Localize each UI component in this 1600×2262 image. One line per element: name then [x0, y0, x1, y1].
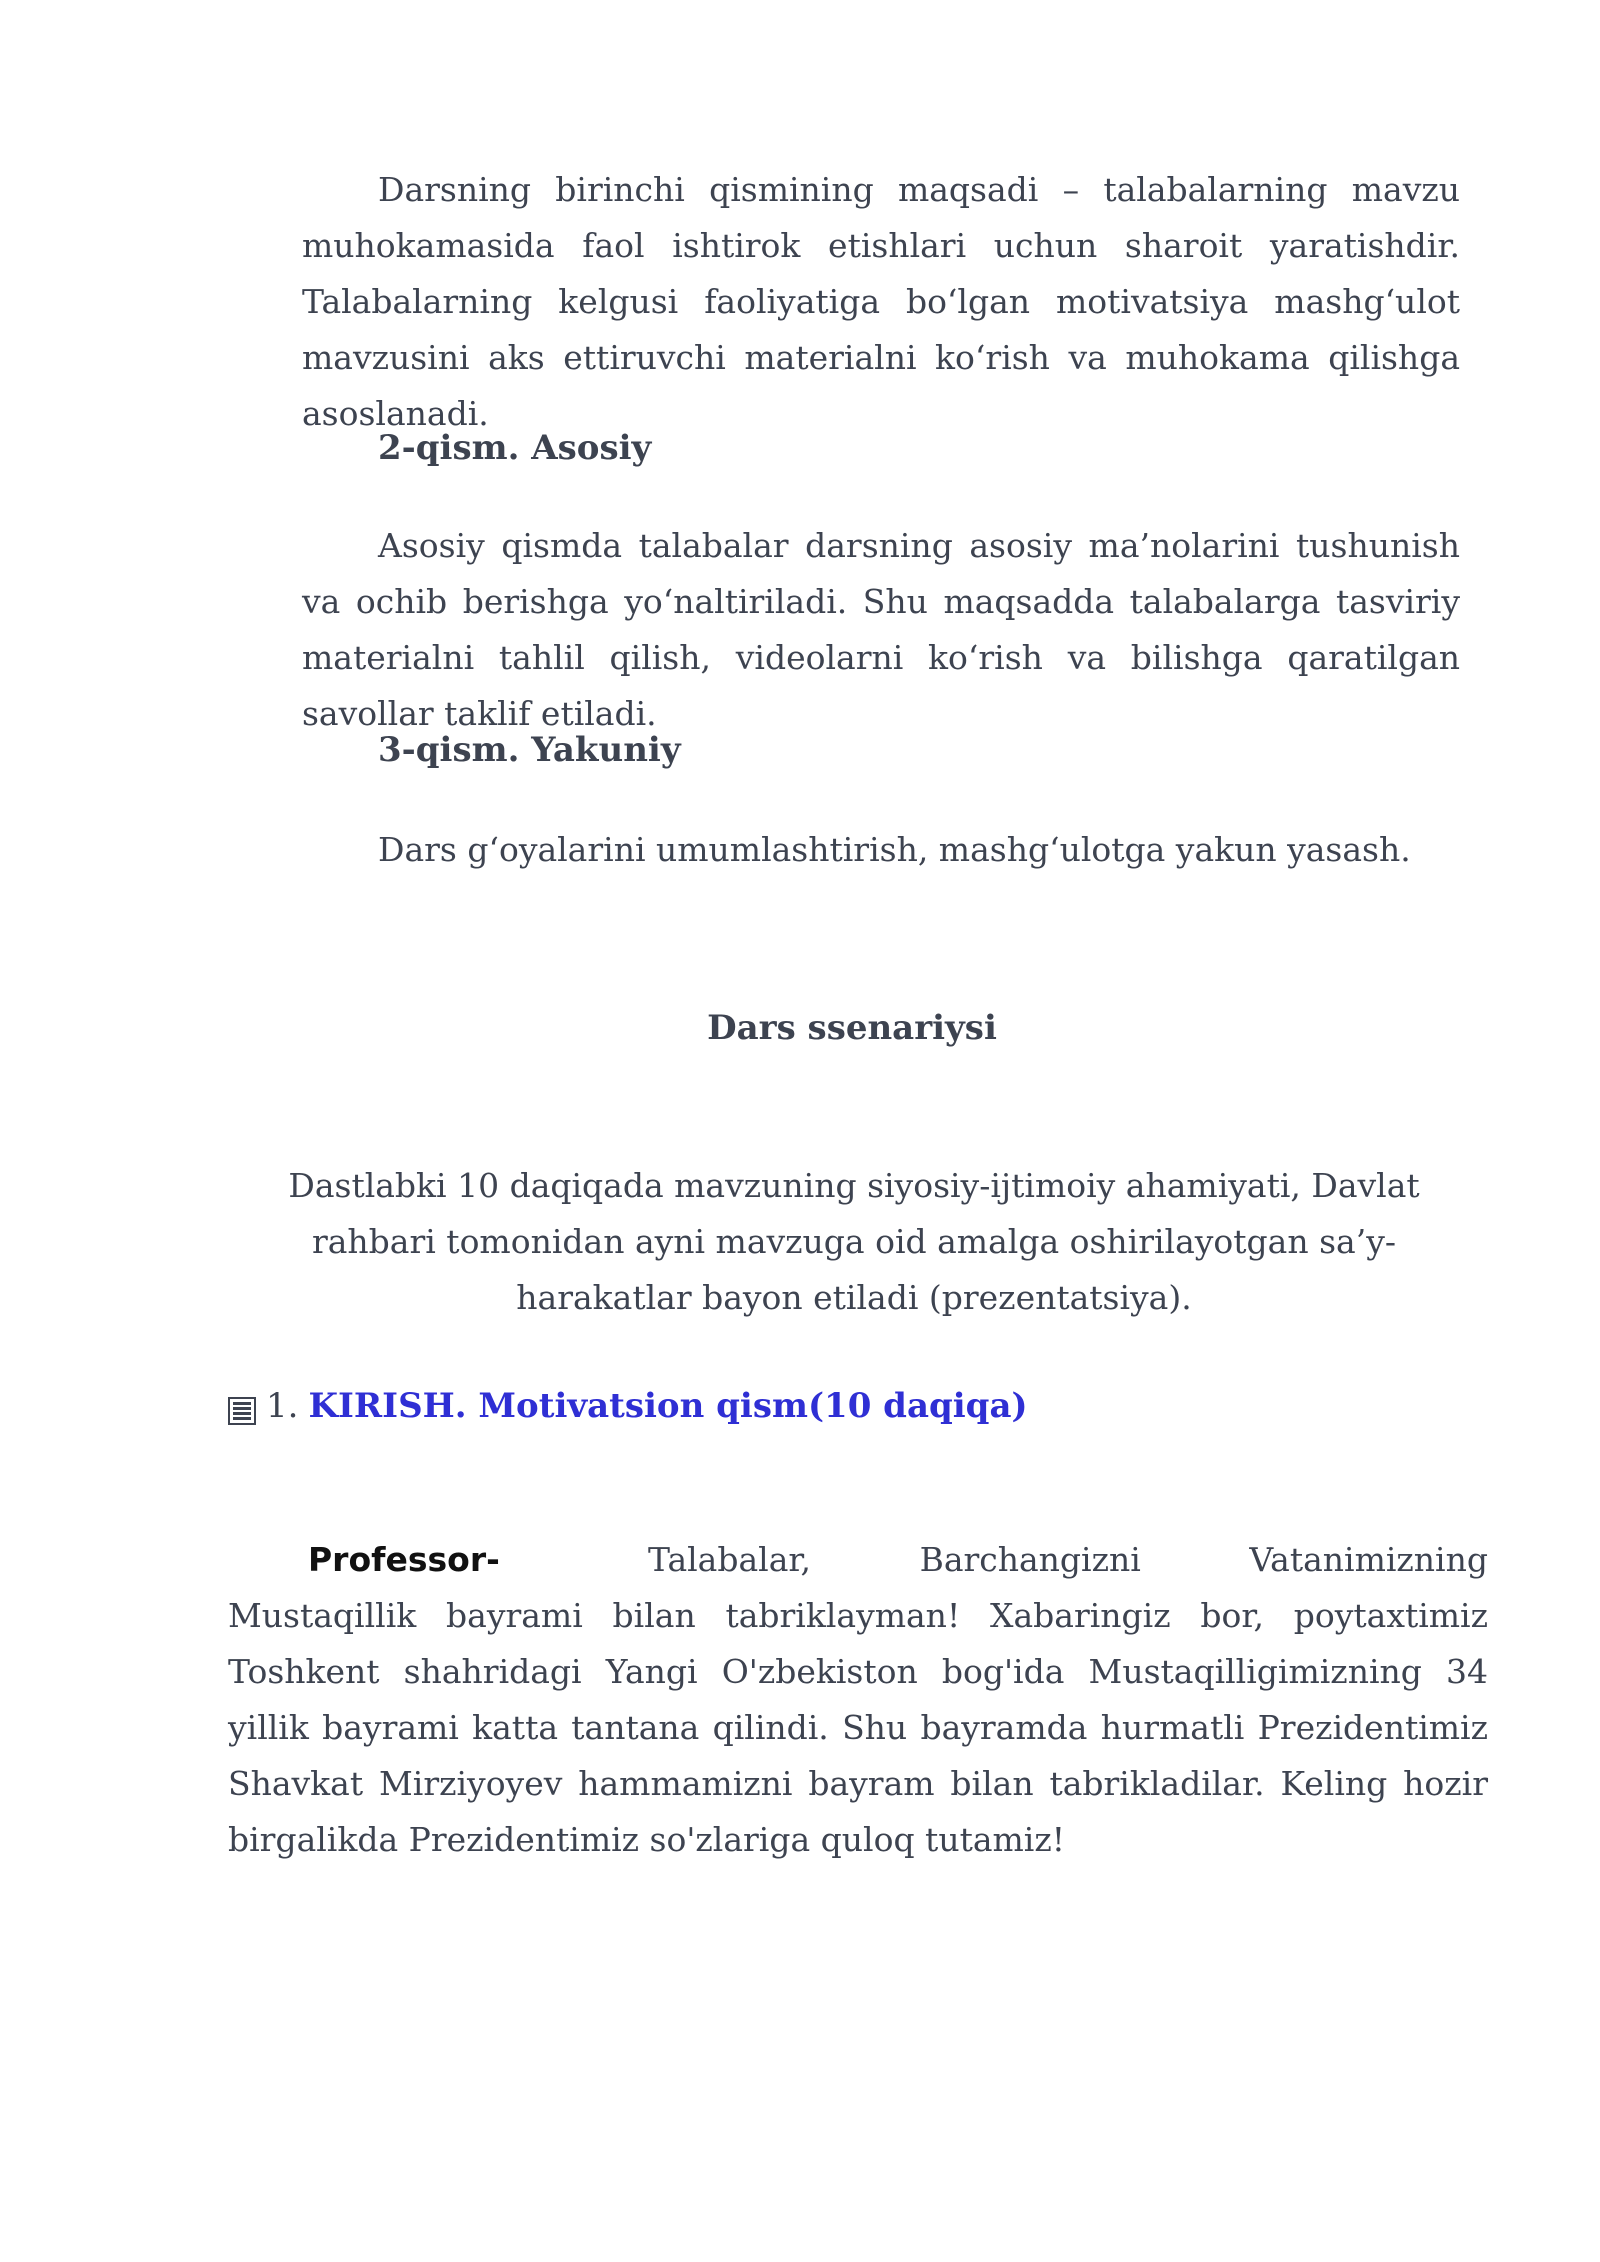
first-line-word: Vatanimizning: [1249, 1540, 1488, 1579]
professor-label: Professor-: [308, 1540, 500, 1579]
scenario-title: Dars ssenariysi: [707, 1008, 997, 1048]
first-line-word: Barchangizni: [919, 1540, 1141, 1579]
first-line-word: Talabalar,: [648, 1540, 812, 1579]
professor-speech: [228, 1532, 1488, 1868]
paragraph-part2-main: Asosiy qismda talabalar darsning asosiy ma’nolarini tushunish va ochib berishga yo‘naltiriladi. Shu maqsadda talabalarga tasviriy materialni tahlil qilish, videolarni ko‘rish va bilishga qaratilgan savollar taklif etiladi.: [302, 526, 1460, 733]
paragraph-part3-final: Dars g‘oyalarini umumlashtirish, mashg‘ulotga yakun yasash.: [378, 830, 1411, 869]
kirish-title: KIRISH. Motivatsion qism(10 daqiqa): [308, 1386, 1028, 1426]
scenario-intro: Dastlabki 10 daqiqada mavzuning siyosiy-ijtimoiy ahamiyati, Davlat rahbari tomonidan ayni mavzuga oid amalga oshirilayotgan sa’y-harakatlar bayon etiladi (prezentatsiya).: [288, 1166, 1420, 1317]
professor-first-line: [228, 1532, 1488, 1588]
professor-first-line-words: [648, 1532, 1488, 1588]
professor-speech-text: Mustaqillik bayrami bilan tabriklayman! Xabaringiz bor, poytaxtimiz Toshkent shahridagi Yangi O'zbekiston bog'ida Mustaqilligimizning 34 yillik bayrami katta tantana qilindi. Shu bayramda hurmatli Prezidentimiz Shavkat Mirziyoyev hammamizni bayram bilan tabrikladilar. Keling hozir birgalikda Prezidentimiz so'zlariga quloq tutamiz!: [228, 1596, 1488, 1859]
kirish-heading: [228, 1384, 1028, 1428]
kirish-number: 1.: [266, 1386, 299, 1426]
paragraph-part1-goal: Darsning birinchi qismining maqsadi – talabalarning mavzu muhokamasida faol ishtirok etishlari uchun sharoit yaratishdir. Talabalarning kelgusi faoliyatiga bo‘lgan motivatsiya mashg‘ulot mavzusini aks ettiruvchi materialni ko‘rish va muhokama qilishga asoslanadi.: [302, 170, 1460, 433]
heading-part3: 3-qism. Yakuniy: [378, 730, 681, 770]
heading-part2: 2-qism. Asosiy: [378, 428, 652, 468]
document-icon: [228, 1392, 256, 1420]
